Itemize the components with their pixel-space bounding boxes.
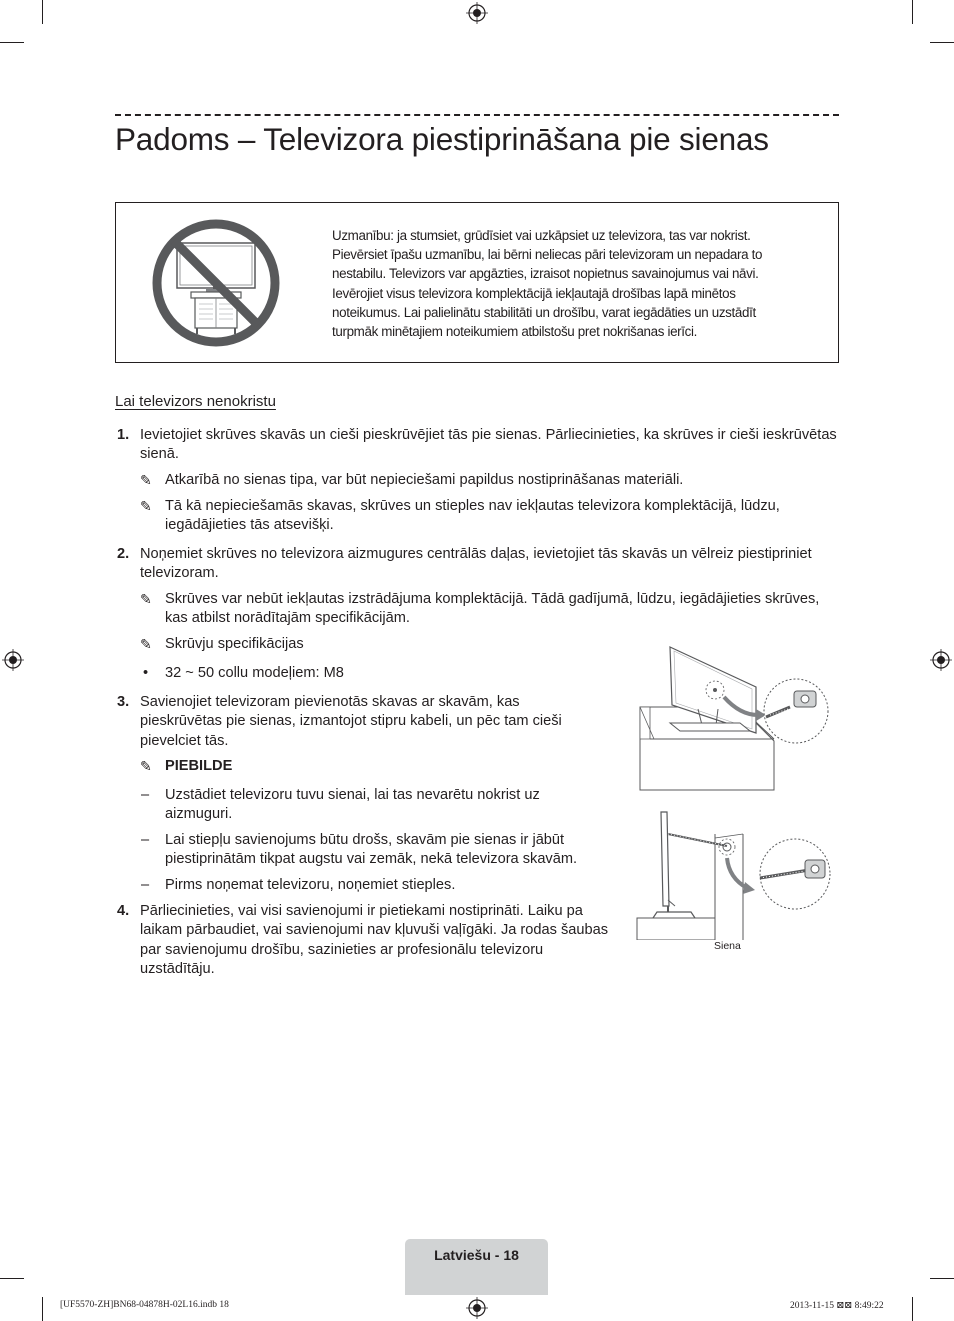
note-pencil-icon: ✎ [140,472,152,488]
crop-mark [0,42,24,43]
crop-mark [42,0,43,24]
step-text: Ievietojiet skrūves skavās un cieši pieskrūvējiet tās pie sienas. Pārliecinieties, ka skrūves ir cieši ieskrūvētas sienā. [140,427,837,463]
tv-bracket-illustration [620,645,830,793]
note-heading: PIEBILDE [165,758,233,774]
crop-mark [930,42,954,43]
print-slug-left: [UF5570-ZH]BN68-04878H-02L16.indb 18 [60,1300,229,1310]
tv-wall-cable-illustration [635,808,835,940]
no-tv-on-stand-icon [151,218,281,348]
note-pencil-icon: ✎ [140,758,152,774]
step-number: 3. [117,694,130,710]
step-text: Savienojiet televizoram pievienotās skavas ar skavām, kas pieskrūvētas pie sienas, izmantojot stipru kabeli, un pēc tam cieši pievelciet tās. [140,694,562,749]
dash-text: Uzstādiet televizoru tuvu sienai, lai tas nevarētu nokrist uz aizmuguri. [165,787,540,823]
dash-symbol: – [141,787,150,803]
step-number: 4. [117,903,130,919]
dash-symbol: – [141,832,150,848]
note-text: Atkarībā no sienas tipa, var būt nepieciešami papildus nostiprināšanas materiāli. [165,472,684,488]
note-pencil-icon: ✎ [140,591,152,607]
page-title: Padoms – Televizora piestiprināšana pie sienas [115,121,769,157]
registration-mark-icon [2,649,24,671]
dash-text: Pirms noņemat televizoru, noņemiet stieples. [165,877,456,893]
section-title: Lai televizors nenokristu [115,393,276,410]
note-text: Tā kā nepieciešamās skavas, skrūves un stieples nav iekļautas televizora komplektācijā, lūdzu, iegādājieties tās atsevišķi. [165,498,780,534]
note-text: Skrūvju specifikācijas [165,636,304,652]
figure-caption: Siena [714,940,741,952]
crop-mark [930,1278,954,1279]
step-text: Noņemiet skrūves no televizora aizmugures centrālās daļas, ievietojiet tās skavās un vēlreiz piestipriniet televizoram. [140,546,812,582]
step-number: 1. [117,427,130,443]
registration-mark-icon [466,1297,488,1319]
dash-text: Lai stiepļu savienojums būtu drošs, skavām pie sienas ir jābūt piestiprinātām tikpat augstu vai zemāk, nekā televizora skavām. [165,832,578,868]
note-pencil-icon: ✎ [140,636,152,652]
bullet-symbol: • [143,665,149,681]
note-pencil-icon: ✎ [140,498,152,514]
registration-mark-icon [930,649,952,671]
note-text: Skrūves var nebūt iekļautas izstrādājuma komplektācijā. Tādā gadījumā, lūdzu, iegādājieties skrūves, kas atbilst norādītajām specifikācijām. [165,591,820,627]
crop-mark [0,1278,24,1279]
title-dashed-rule [115,114,839,116]
bullet-text: 32 ~ 50 collu modeļiem: M8 [165,665,344,681]
step-text: Pārliecinieties, vai visi savienojumi ir pietiekami nostiprināti. Laiku pa laikam pārbaudiet, vai savienojumi nav kļuvuši vaļīgāki. Ja rodas šaubas par savienojumu drošību, sazinieties ar profesionālu televizoru uzstādītāju. [140,903,609,977]
crop-mark [912,1297,913,1321]
page-number-label: Latviešu - 18 [434,1247,519,1263]
crop-mark [912,0,913,24]
dash-symbol: – [141,877,150,893]
warning-text: Uzmanību: ja stumsiet, grūdīsiet vai uzkāpsiet uz televizora, tas var nokrist. Pievērsiet īpašu uzmanību, lai bērni neliecas pāri televizoram un nepadara to nestabilu. Televizors var apgāzties, izraisot nopietnus savainojumus vai nāvi. Ievērojiet visus televizora komplektācijā iekļautajā drošības lapā minētos noteikumus. Lai palielinātu stabilitāti un drošību, varat iegādāties un uzstādīt turpmāk minētajiem noteikumiem atbilstošu pret nokrišanas ierīci. [332,228,763,340]
print-slug-right: 2013-11-15 ⊠⊠ 8:49:22 [790,1301,884,1311]
registration-mark-icon [466,2,488,24]
crop-mark [42,1297,43,1321]
step-number: 2. [117,546,130,562]
